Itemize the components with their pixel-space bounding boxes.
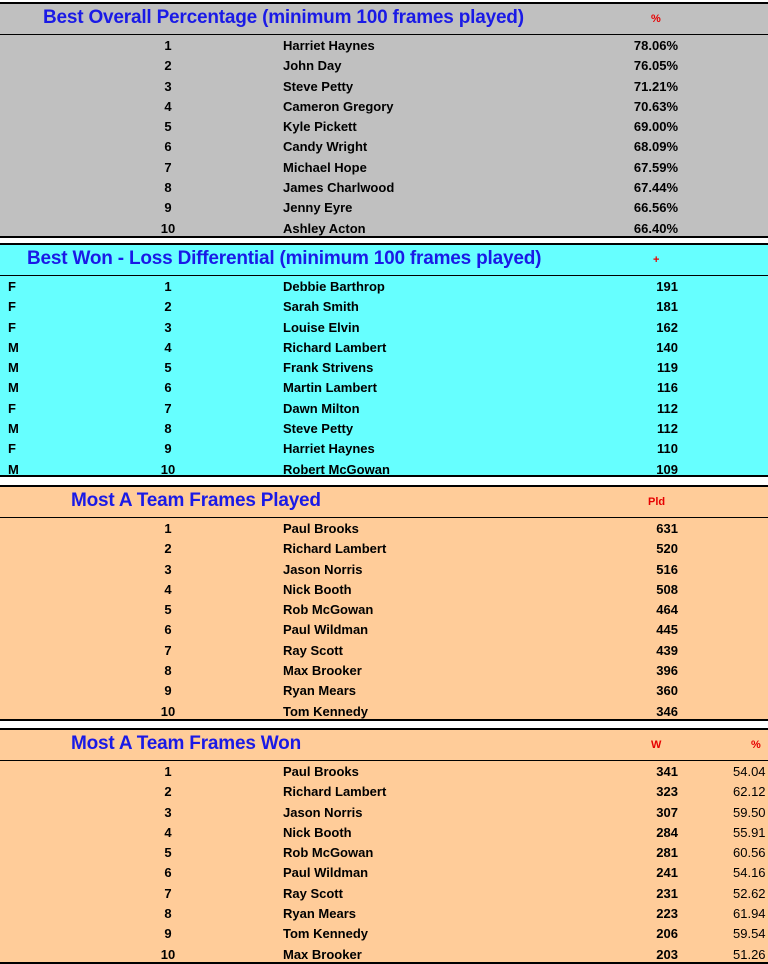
player-name-cell: Ray Scott [283,885,343,901]
value-cell: 281 [656,845,678,861]
table-row [0,761,768,781]
player-name-cell: Candy Wright [283,139,368,155]
value-cell: 508 [656,581,678,597]
player-name-cell: Debbie Barthrop [283,279,385,294]
table-row [0,177,768,197]
value-cell: 396 [656,663,678,679]
rank-cell: 1 [164,38,172,53]
value-cell: 67.59% [633,159,678,175]
section-title: Best Won - Loss Differential (minimum 100 frames played) [27,248,542,269]
percent-cell: 59.54 [733,926,766,942]
percent-cell: 55.91 [733,824,766,840]
value-cell: 116 [657,380,678,396]
rank-cell: 5 [164,845,172,861]
section-title-row [0,730,768,761]
gender-cell: F [8,400,16,416]
rank-cell: 8 [164,180,172,196]
table-row [0,96,768,116]
percent-cell: 59.50 [733,804,766,820]
percent-cell: 51.26 [733,946,766,962]
value-cell: 323 [656,784,678,800]
rank-cell: 9 [164,683,172,699]
rank-cell: 5 [164,119,172,135]
gender-cell: M [8,461,19,477]
player-name-cell: Max Brooker [283,946,362,962]
value-cell: 307 [656,804,678,820]
player-name-cell: Paul Wildman [283,622,369,638]
player-name-cell: Nick Booth [283,581,352,597]
rank-cell: 3 [164,319,172,335]
table-row [0,640,768,660]
rank-cell: 10 [160,703,176,719]
ranking-list [0,276,768,477]
value-cell: 69.00% [633,119,678,135]
rank-cell: 9 [164,200,172,216]
player-name-cell: Rob McGowan [283,602,374,618]
table-row [0,218,768,238]
player-name-cell: Harriet Haynes [283,38,375,53]
value-cell: 71.21% [633,78,678,94]
table-row [0,55,768,75]
table-row [0,781,768,801]
value-cell: 631 [656,521,678,536]
value-column-header: W [651,739,662,751]
rank-cell: 5 [164,360,172,376]
value-cell: 464 [656,602,678,618]
value-cell: 112 [657,421,678,437]
rank-cell: 2 [164,784,172,800]
gender-cell: M [8,360,19,376]
player-name-cell: Dawn Milton [283,400,360,416]
value-cell: 66.40% [633,220,678,236]
player-name-cell: Ray Scott [283,642,343,658]
table-row [0,276,768,296]
value-cell: 181 [656,299,678,315]
percent-column-header: % [751,739,761,751]
table-row [0,923,768,943]
player-name-cell: Frank Strivens [283,360,374,376]
value-cell: 109 [656,461,678,477]
table-row [0,862,768,882]
value-cell: 68.09% [633,139,678,155]
percent-cell: 52.62 [733,885,766,901]
rank-cell: 7 [164,642,172,658]
value-cell: 140 [656,339,678,355]
rank-cell: 7 [164,885,172,901]
table-row [0,459,768,477]
player-name-cell: Martin Lambert [283,380,377,396]
rank-cell: 4 [164,824,172,840]
player-name-cell: Louise Elvin [283,319,360,335]
player-name-cell: Steve Petty [283,78,354,94]
rank-cell: 4 [164,339,172,355]
rank-cell: 1 [164,764,172,779]
value-cell: 206 [656,926,678,942]
player-name-cell: Paul Brooks [283,521,359,536]
gender-cell: M [8,380,19,396]
table-row [0,802,768,822]
value-cell: 223 [656,906,678,922]
table-row [0,317,768,337]
value-cell: 520 [656,541,678,557]
gender-cell: F [8,279,16,294]
rank-cell: 5 [164,602,172,618]
value-cell: 516 [656,561,678,577]
value-cell: 76.05% [633,58,678,74]
player-name-cell: Harriet Haynes [283,441,375,457]
gender-cell: F [8,299,16,315]
section-best-overall-percentage [0,2,768,238]
table-row [0,579,768,599]
value-cell: 445 [656,622,678,638]
section-title-row [0,245,768,276]
table-row [0,660,768,680]
gender-cell: M [8,339,19,355]
table-row [0,944,768,964]
table-row [0,116,768,136]
section-most-frames-played [0,485,768,721]
player-name-cell: Rob McGowan [283,845,374,861]
player-name-cell: Nick Booth [283,824,352,840]
player-name-cell: Jason Norris [283,561,363,577]
value-cell: 67.44% [633,180,678,196]
rank-cell: 1 [164,279,172,294]
player-name-cell: Paul Brooks [283,764,359,779]
table-row [0,903,768,923]
rank-cell: 4 [164,581,172,597]
player-name-cell: Robert McGowan [283,461,390,477]
value-column-header: + [653,254,660,266]
player-name-cell: James Charlwood [283,180,395,196]
rank-cell: 2 [164,541,172,557]
table-row [0,398,768,418]
player-name-cell: Paul Wildman [283,865,369,881]
value-cell: 112 [657,400,678,416]
value-cell: 191 [656,279,678,294]
player-name-cell: Michael Hope [283,159,367,175]
percent-cell: 61.94 [733,906,766,922]
gender-cell: F [8,319,16,335]
table-row [0,337,768,357]
table-row [0,518,768,538]
rank-cell: 6 [164,380,172,396]
rank-cell: 2 [164,299,172,315]
section-title: Most A Team Frames Won [71,733,301,754]
rank-cell: 6 [164,865,172,881]
table-row [0,599,768,619]
table-row [0,296,768,316]
table-row [0,35,768,55]
table-row [0,157,768,177]
value-cell: 110 [657,441,678,457]
section-title-row [0,487,768,518]
table-row [0,538,768,558]
value-cell: 341 [656,764,678,779]
percent-cell: 54.16 [733,865,766,881]
rank-cell: 7 [164,400,172,416]
player-name-cell: Richard Lambert [283,339,387,355]
percent-cell: 54.04 [733,764,766,779]
rank-cell: 3 [164,561,172,577]
player-name-cell: Tom Kennedy [283,926,368,942]
value-cell: 439 [656,642,678,658]
rank-cell: 6 [164,622,172,638]
table-row [0,842,768,862]
value-cell: 284 [656,824,678,840]
rank-cell: 8 [164,421,172,437]
rank-cell: 8 [164,663,172,679]
value-cell: 78.06% [633,38,678,53]
value-column-header: Pld [648,496,666,508]
rank-cell: 4 [164,98,172,114]
player-name-cell: Ashley Acton [283,220,366,236]
table-row [0,559,768,579]
rank-cell: 9 [164,441,172,457]
player-name-cell: Richard Lambert [283,784,387,800]
section-title: Best Overall Percentage (minimum 100 frames played) [43,7,524,28]
rank-cell: 10 [160,946,176,962]
ranking-list [0,518,768,721]
section-most-frames-won [0,728,768,964]
player-name-cell: John Day [283,58,342,74]
value-cell: 346 [656,703,678,719]
value-cell: 66.56% [633,200,678,216]
player-name-cell: Kyle Pickett [283,119,357,135]
table-row [0,136,768,156]
rank-cell: 8 [164,906,172,922]
table-row [0,76,768,96]
rank-cell: 6 [164,139,172,155]
value-cell: 70.63% [633,98,678,114]
percent-cell: 60.56 [733,845,766,861]
player-name-cell: Tom Kennedy [283,703,368,719]
section-best-won-loss-differential [0,243,768,477]
value-cell: 119 [657,360,678,376]
rank-cell: 2 [164,58,172,74]
rank-cell: 1 [164,521,172,536]
rank-cell: 10 [160,220,176,236]
table-row [0,438,768,458]
player-name-cell: Ryan Mears [283,683,356,699]
gender-cell: M [8,421,19,437]
player-name-cell: Richard Lambert [283,541,387,557]
value-cell: 162 [656,319,678,335]
rank-cell: 9 [164,926,172,942]
rank-cell: 3 [164,804,172,820]
section-title: Most A Team Frames Played [71,490,321,511]
section-title-row [0,4,768,35]
percent-cell: 62.12 [733,784,766,800]
table-row [0,197,768,217]
player-name-cell: Jenny Eyre [283,200,353,216]
rank-cell: 7 [164,159,172,175]
value-cell: 231 [656,885,678,901]
ranking-list [0,761,768,964]
player-name-cell: Cameron Gregory [283,98,394,114]
gender-cell: F [8,441,16,457]
table-row [0,377,768,397]
table-row [0,680,768,700]
player-name-cell: Jason Norris [283,804,363,820]
table-row [0,619,768,639]
table-row [0,418,768,438]
value-column-header: % [651,13,661,25]
player-name-cell: Sarah Smith [283,299,359,315]
rank-cell: 3 [164,78,172,94]
player-name-cell: Steve Petty [283,421,354,437]
table-row [0,883,768,903]
value-cell: 360 [656,683,678,699]
value-cell: 241 [656,865,678,881]
player-name-cell: Max Brooker [283,663,362,679]
ranking-list [0,35,768,238]
value-cell: 203 [656,946,678,962]
table-row [0,701,768,721]
player-name-cell: Ryan Mears [283,906,356,922]
table-row [0,822,768,842]
table-row [0,357,768,377]
rank-cell: 10 [160,461,176,477]
